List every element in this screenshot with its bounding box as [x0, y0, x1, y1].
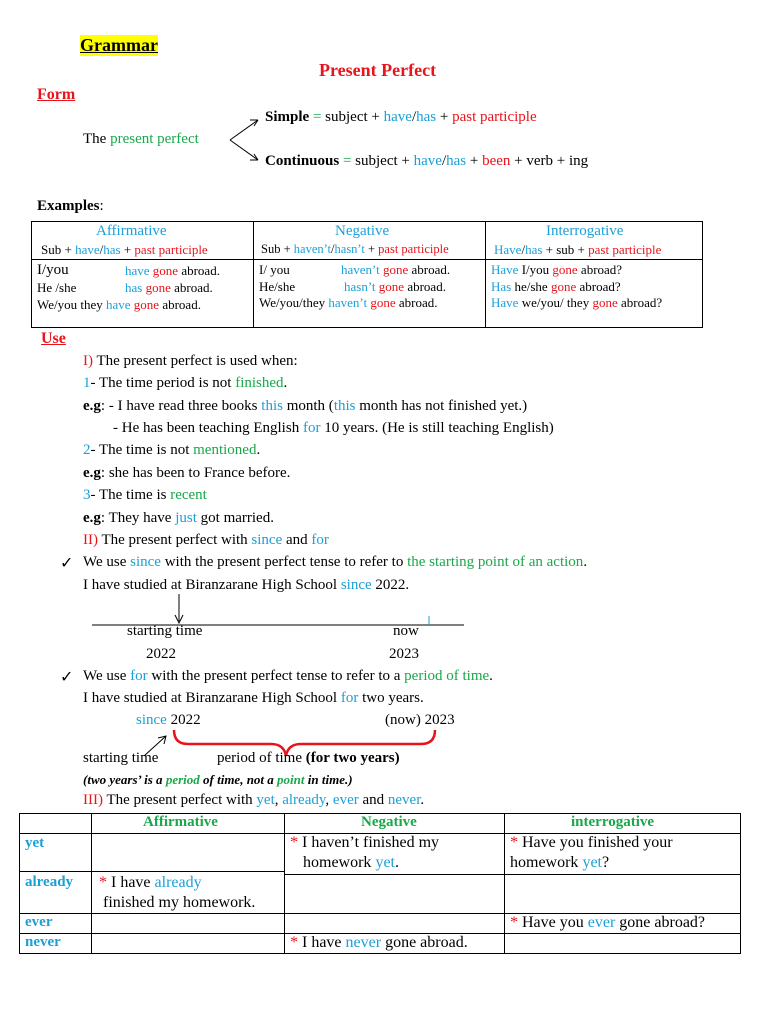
section-one: I) The present perfect is used when: — [83, 353, 298, 369]
interrogative-formula: Have/has + sub + past participle — [494, 242, 662, 257]
checkmark-icon: ✓ — [60, 553, 74, 572]
row-label-already: already — [25, 874, 74, 890]
checkmark-icon: ✓ — [60, 667, 74, 686]
example-row: Have we/you/ they gone abroad? — [491, 295, 663, 310]
timeline-start-label: starting time — [127, 623, 203, 639]
bracket-period-label: period of time (for two years) — [217, 750, 400, 766]
cell-never-negative: * I have never gone abroad. — [290, 934, 468, 951]
table-header-affirmative: Affirmative — [143, 814, 218, 830]
bracket-since-2022: since 2022 — [136, 712, 201, 728]
example-one-b: - He has been teaching English for 10 years. (He is still teaching English) — [113, 420, 554, 436]
cell-ever-interrogative: * Have you ever gone abroad? — [510, 914, 706, 931]
affirmative-formula: Sub + have/has + past participle — [41, 242, 208, 257]
examples-header-negative: Negative — [335, 223, 390, 239]
example-row: Has he/she gone abroad? — [491, 279, 621, 294]
cell-already-affirmative-2: finished my homework. — [103, 894, 256, 911]
use-label: Use — [41, 330, 66, 347]
example-row: haven’t gone abroad. — [341, 262, 451, 277]
period-note: (two years’ is a period of time, not a point in time.) — [83, 772, 353, 787]
bracket-now-2023: (now) 2023 — [385, 712, 455, 728]
cell-yet-negative: * I haven’t finished my — [290, 834, 440, 851]
cell-yet-interrogative: * Have you finished your — [510, 834, 673, 851]
point-one: 1- The time period is not finished. — [83, 375, 288, 391]
table-header-negative: Negative — [361, 814, 417, 830]
timeline-year-2022: 2022 — [146, 646, 176, 662]
examples-header-affirmative: Affirmative — [96, 223, 167, 239]
section-two: II) The present perfect with since and for — [83, 532, 329, 548]
form-branch-arrows — [228, 108, 268, 168]
point-three: 3- The time is recent — [83, 487, 207, 503]
example-two: e.g: she has been to France before. — [83, 465, 291, 481]
row-label-yet: yet — [25, 835, 45, 851]
example-row: hasn’t gone abroad. — [344, 279, 446, 294]
example-row: have gone abroad. — [125, 263, 220, 278]
form-continuous: Continuous = subject + have/has + been + verb + ing — [265, 153, 589, 169]
cell-already-affirmative: * I have already — [99, 874, 202, 891]
example-one: e.g: - I have read three books this month (this month has not finished yet.) — [83, 398, 528, 414]
row-label-ever: ever — [25, 914, 53, 930]
form-lead: The present perfect — [83, 131, 199, 147]
adverbs-table — [19, 813, 741, 954]
timeline-year-2023: 2023 — [389, 646, 419, 662]
example-row: He/she — [259, 279, 296, 294]
example-row: I/ you — [259, 262, 290, 277]
cell-yet-negative-2: homework yet. — [303, 854, 399, 871]
example-row: We/you/they haven’t gone abroad. — [259, 295, 438, 310]
point-two: 2- The time is not mentioned. — [83, 442, 261, 458]
form-simple: Simple = subject + have/has + past participle — [265, 109, 537, 125]
example-row: I/you — [37, 262, 69, 278]
example-three: e.g: They have just got married. — [83, 510, 274, 526]
cell-yet-interrogative-2: homework yet? — [510, 854, 610, 871]
form-label: Form — [37, 86, 76, 103]
since-example: I have studied at Biranzarane High School since 2022. — [83, 577, 410, 593]
negative-formula: Sub + haven’t/hasn’t + past participle — [261, 242, 449, 256]
table-header-interrogative: interrogative — [571, 814, 655, 830]
example-row: has gone abroad. — [125, 280, 213, 295]
example-row: Have I/you gone abroad? — [491, 262, 623, 277]
examples-header-interrogative: Interrogative — [546, 223, 624, 239]
page-title: Grammar — [80, 35, 158, 55]
timeline-now-label: now — [393, 623, 419, 639]
example-row: He /she — [37, 280, 77, 295]
row-label-never: never — [25, 934, 61, 950]
for-rule: We use for with the present perfect tense to refer to a period of time. — [83, 668, 493, 684]
example-row: We/you they have gone abroad. — [37, 297, 201, 312]
examples-table — [31, 221, 703, 328]
topic-heading: Present Perfect — [319, 60, 437, 80]
examples-label: Examples: — [37, 198, 104, 214]
for-example: I have studied at Biranzarane High School for two years. — [83, 690, 424, 706]
section-three: III) The present perfect with yet, already, ever and never. — [83, 792, 425, 808]
since-rule: We use since with the present perfect tense to refer to the starting point of an action. — [83, 554, 588, 570]
bracket-start-label: starting time — [83, 750, 159, 766]
